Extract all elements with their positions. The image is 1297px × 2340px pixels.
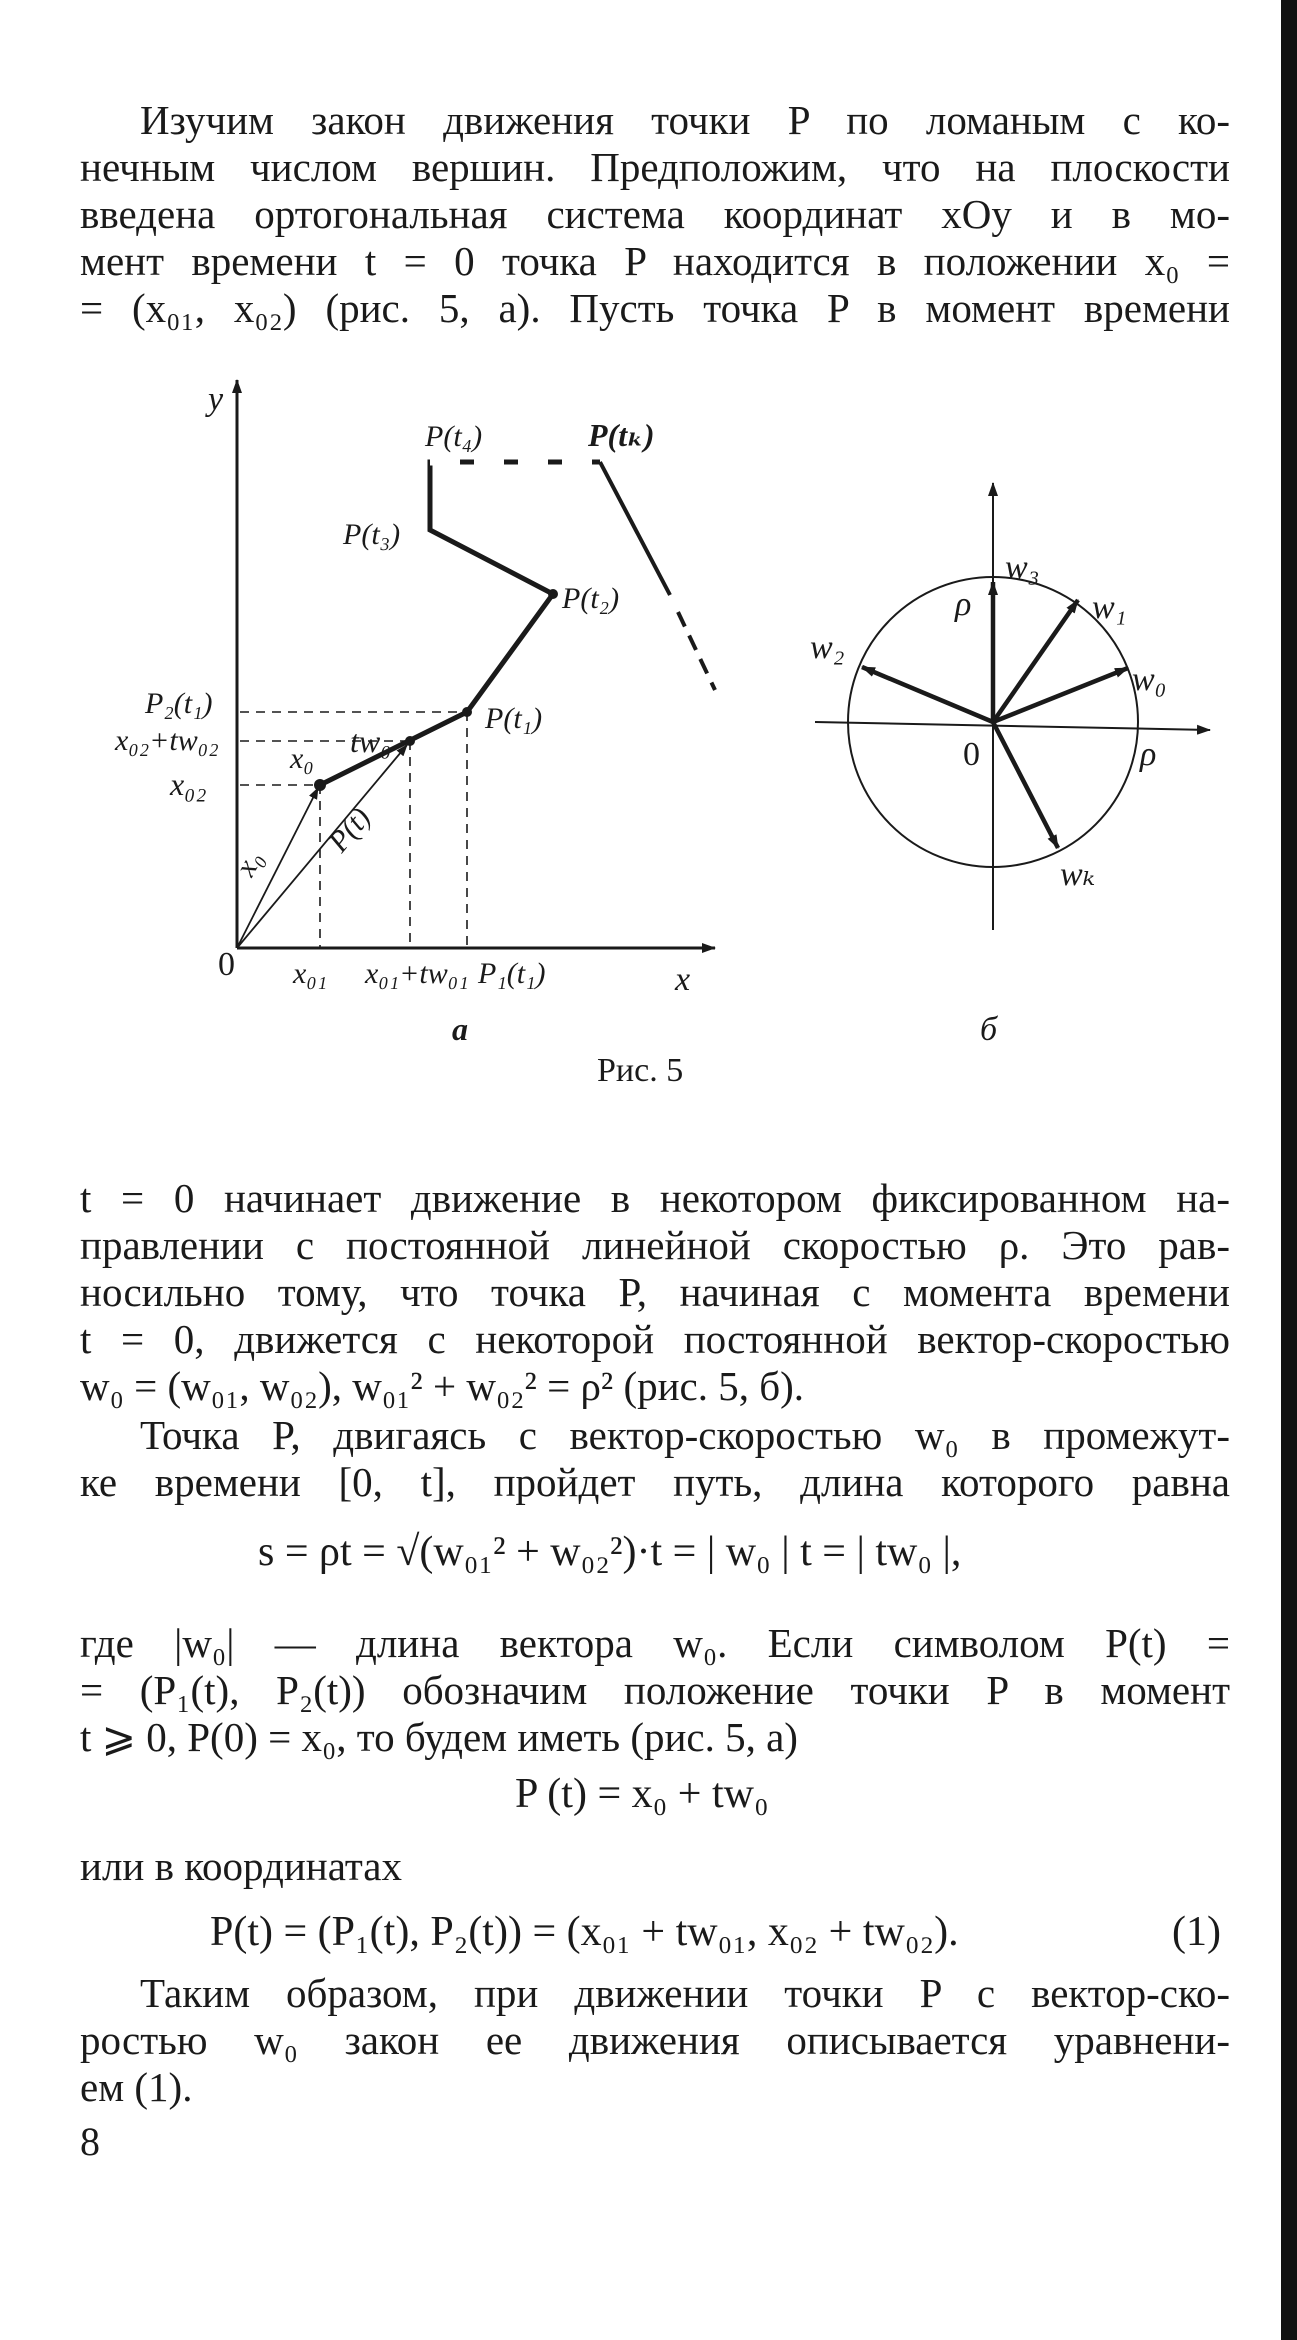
label-w0: w₀: [1132, 661, 1167, 698]
label-tw0: tw₀: [350, 723, 392, 759]
label-x01: x₀₁: [293, 957, 328, 990]
b-origin-label: 0: [963, 736, 980, 773]
vector-wk: [993, 722, 1058, 848]
label-wk: wₖ: [1060, 856, 1096, 893]
label-pt1: P(t₁): [485, 702, 543, 735]
text-line: ростью w₀ закон ее движения описывается уравнени-: [80, 2017, 1230, 2063]
figure-a: [114, 380, 715, 1047]
y-axis-label: y: [208, 381, 224, 418]
b-horizontal-axis: [815, 722, 1210, 730]
label-pt3: P(t₃): [343, 518, 401, 551]
b-rho-right: ρ: [1140, 736, 1157, 773]
label-w1: w₁: [1092, 589, 1127, 626]
label-x02-tw02: x₀₂+tw₀₂: [115, 724, 219, 757]
text-line: ке времени [0, t], пройдет путь, длина которого равна: [80, 1459, 1230, 1505]
page-number: 8: [80, 2119, 100, 2164]
page-edge-shadow: [1281, 0, 1297, 2340]
coords-intro: или в координатах: [80, 1843, 402, 1889]
point-pt2: [548, 589, 558, 599]
label-w2: w₂: [810, 629, 845, 666]
paragraph-2: [80, 1412, 1230, 1506]
final-paragraph: [80, 1970, 1230, 2111]
body-paragraph: [80, 1175, 1230, 1410]
label-pt2: P(t₂): [562, 582, 620, 615]
text-line: правлении с постоянной линейной скоростью ρ. Это рав-: [80, 1222, 1230, 1268]
text-line: введена ортогональная система координат xOy и в мо-: [80, 191, 1230, 237]
text-line: t = 0 начинает движение в некотором фиксированном на-: [80, 1175, 1230, 1221]
b-rho-top: ρ: [955, 586, 972, 623]
paragraph-3: [80, 1620, 1230, 1761]
label-x0-point: x₀: [290, 742, 314, 775]
intro-paragraph: [80, 97, 1230, 332]
text-line: Таким образом, при движении точки P с вектор-ско-: [140, 1970, 1230, 2016]
figure-caption: Рис. 5: [597, 1052, 684, 1089]
label-x0-vector: x₀: [228, 845, 270, 882]
text-line: Изучим закон движения точки P по ломаным с ко-: [140, 97, 1230, 143]
label-x01-tw01: x₀₁+tw₀₁: [365, 957, 469, 990]
pt-vector: [237, 745, 407, 948]
text-line: Точка P, двигаясь с вектор-скоростью w₀ в промежут-: [140, 1412, 1230, 1458]
text-line: носильно тому, что точка P, начиная с момента времени: [80, 1269, 1230, 1315]
text-line: ем (1).: [80, 2064, 193, 2110]
text-line: где |w₀| — длина вектора w₀. Если символом P(t) =: [80, 1620, 1230, 1666]
label-w3: w₃: [1005, 549, 1040, 586]
figure-b: [810, 483, 1210, 1048]
equation-number: (1): [1172, 1909, 1221, 1955]
text-line: нечным числом вершин. Предположим, что на плоскости: [80, 144, 1230, 190]
label-pt4: P(t₄): [425, 420, 483, 453]
x-axis-label: x: [675, 961, 691, 998]
point-x0: [314, 779, 326, 791]
text-line: = (x₀₁, x₀₂) (рис. 5, a). Пусть точка P в момент времени: [80, 285, 1230, 331]
label-x02: x₀₂: [170, 766, 207, 802]
point-pt1: [462, 707, 472, 717]
label-pt-vector: P(t): [321, 801, 378, 859]
label-ptk: P(tₖ): [588, 417, 655, 453]
vector-w2: [862, 667, 993, 722]
trajectory-tail-dashed: [678, 612, 715, 690]
text-line: t = 0, движется с некоторой постоянной вектор-скоростью: [80, 1316, 1230, 1362]
equation-coordinates: P(t) = (P₁(t), P₂(t)) = (x₀₁ + tw₀₁, x₀₂ + tw₀₂).: [210, 1909, 959, 1955]
figure-a-sublabel: a: [452, 1011, 468, 1047]
point-pt: [405, 736, 415, 746]
figure-5: [0, 360, 1297, 1100]
text-line: = (P₁(t), P₂(t)) обозначим положение точки P в момент: [80, 1667, 1230, 1713]
trajectory-tail: [600, 462, 670, 595]
origin-label: 0: [218, 946, 235, 983]
label-p1t1: P₁(t₁): [478, 957, 546, 990]
text-line: мент времени t = 0 точка P находится в положении x₀ =: [80, 238, 1230, 284]
equation-vector: P (t) = x₀ + tw₀: [515, 1771, 769, 1817]
text-line: t ⩾ 0, P(0) = x₀, то будем иметь (рис. 5, a): [80, 1714, 798, 1760]
equation-path-length: s = ρt = √(w₀₁² + w₀₂²)·t = | w₀ | t = | tw₀ |,: [258, 1529, 962, 1575]
figure-b-sublabel: б: [980, 1011, 998, 1048]
text-line: w₀ = (w₀₁, w₀₂), w₀₁² + w₀₂² = ρ² (рис. 5, б).: [80, 1363, 805, 1409]
label-p2t1: P₂(t₁): [145, 687, 213, 720]
